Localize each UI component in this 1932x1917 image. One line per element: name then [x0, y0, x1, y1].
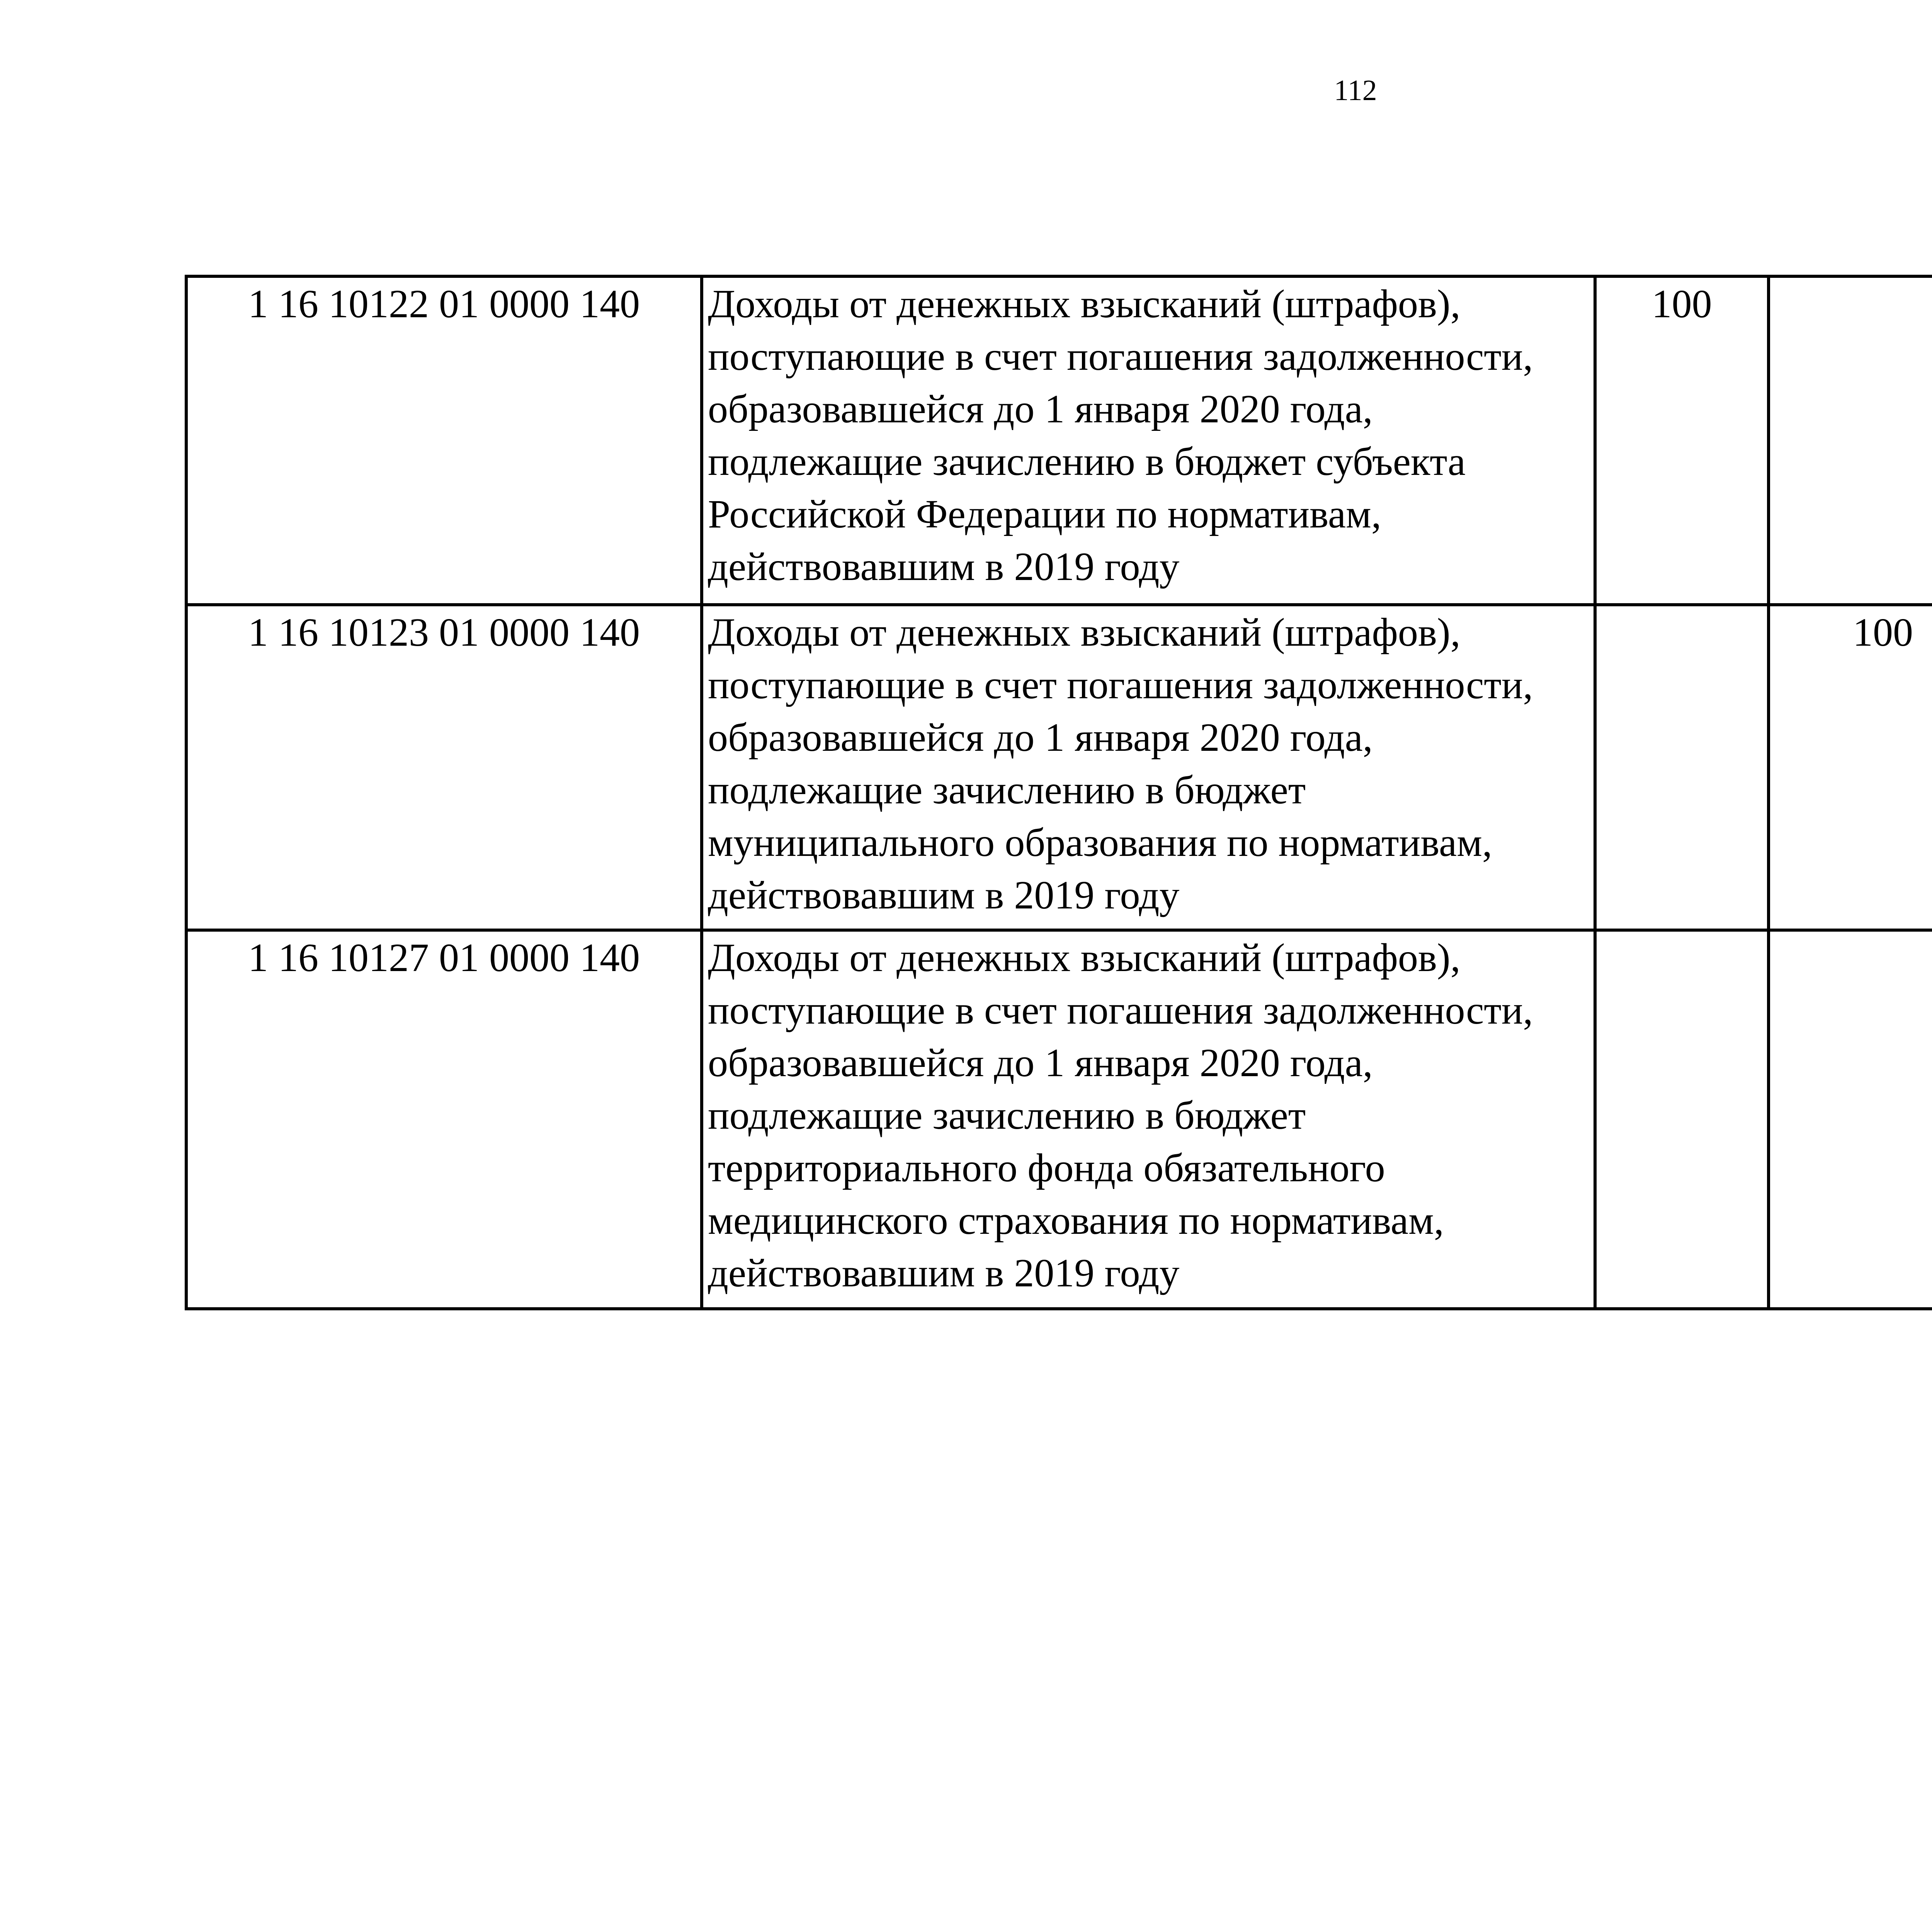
- revenue-code: 1 16 10123 01 0000 140: [186, 605, 702, 930]
- value-col-2: [1769, 930, 1932, 1309]
- value-col-1: 100: [1595, 276, 1769, 605]
- table-row: [186, 276, 1932, 605]
- value-col-2: 100: [1769, 605, 1932, 930]
- value-col-1: [1595, 605, 1769, 930]
- revenue-description: Доходы от денежных взысканий (штрафов), поступающие в счет погашения задолженности, образовавшейся до 1 января 2020 года, подлежащие зачислению в бюджет субъекта Российской Федерации по нормативам, действовавшим в 2019 году: [702, 276, 1595, 605]
- table-row: [186, 605, 1932, 930]
- budget-revenue-table: [185, 275, 1932, 1310]
- revenue-description: Доходы от денежных взысканий (штрафов), поступающие в счет погашения задолженности, образовавшейся до 1 января 2020 года, подлежащие зачислению в бюджет территориального фонда обязательного медицинского страхования по нормативам, действовавшим в 2019 году: [702, 930, 1595, 1309]
- table-row: [186, 930, 1932, 1309]
- value-col-2: [1769, 276, 1932, 605]
- revenue-code: 1 16 10127 01 0000 140: [186, 930, 702, 1309]
- revenue-description: Доходы от денежных взысканий (штрафов), поступающие в счет погашения задолженности, образовавшейся до 1 января 2020 года, подлежащие зачислению в бюджет муниципального образования по нормативам, действовавшим в 2019 году: [702, 605, 1595, 930]
- revenue-code: 1 16 10122 01 0000 140: [186, 276, 702, 605]
- page-number: 112: [1334, 74, 1377, 107]
- value-col-1: [1595, 930, 1769, 1309]
